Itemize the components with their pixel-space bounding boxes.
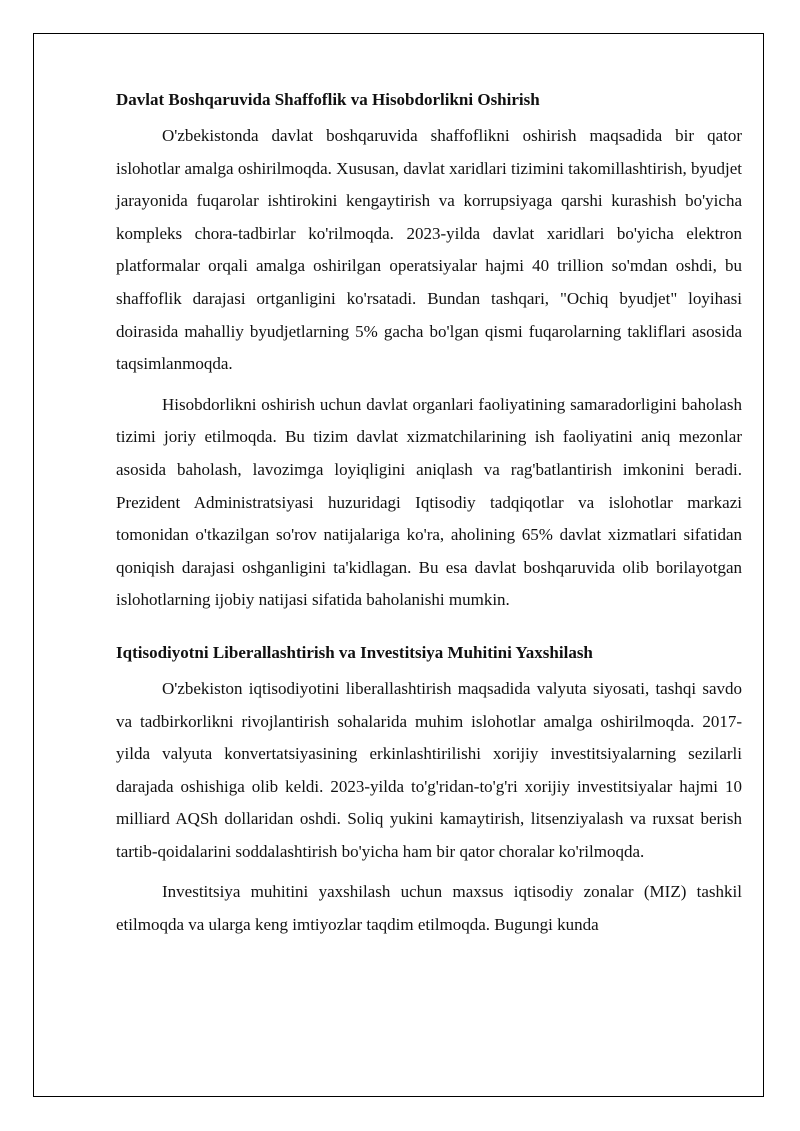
section-heading: Iqtisodiyotni Liberallashtirish va Investitsiya Muhitini Yaxshilash xyxy=(116,642,593,662)
document-body xyxy=(116,86,742,942)
section-heading: Davlat Boshqaruvida Shaffoflik va Hisobdorlikni Oshirish xyxy=(116,90,540,109)
paragraph: Investitsiya muhitini yaxshilash uchun maxsus iqtisodiy zonalar (MIZ) tashkil etilmoqda va ularga keng imtiyozlar taqdim etilmoqda. Bugungi kunda xyxy=(116,882,742,935)
paragraph: O'zbekistonda davlat boshqaruvida shaffoflikni oshirish maqsadida bir qator islohotlar amalga oshirilmoqda. Xususan, davlat xaridlari tizimini takomillashtirish, byudjet jarayonida fuqarolar ishtirokini kengaytirish va korrupsiyaga qarshi kurashish bo'yicha kompleks chora-tadbirlar ko'rilmoqda. 2023-yilda davlat xaridlari bo'yicha elektron platformalar orqali amalga oshirilgan operatsiyalar hajmi 40 trillion so'mdan oshdi, bu shaffoflik darajasi ortganligini ko'rsatadi. Bundan tashqari, "Ochiq byudjet" loyihasi doirasida mahalliy byudjetlarning 5% gacha bo'lgan qismi fuqarolarning takliflari asosida taqsimlanmoqda. xyxy=(116,126,742,374)
paragraph: O'zbekiston iqtisodiyotini liberallashtirish maqsadida valyuta siyosati, tashqi savdo va tadbirkorlikni rivojlantirish sohalarida muhim islohotlar amalga oshirilmoqda. 2017-yilda valyuta konvertatsiyasining erkinlashtirilishi xorijiy investitsiyalarning sezilarli darajada oshishiga olib keldi. 2023-yilda to'g'ridan-to'g'ri xorijiy investitsiyalar hajmi 10 milliard AQSh dollaridan oshdi. Soliq yukini kamaytirish, litsenziyalash va ruxsat berish tartib-qoidalarini soddalashtirish bo'yicha ham bir qator choralar ko'rilmoqda. xyxy=(116,678,742,861)
paragraph: Hisobdorlikni oshirish uchun davlat organlari faoliyatining samaradorligini baholash tizimi joriy etilmoqda. Bu tizim davlat xizmatchilarining ish faoliyatini aniq mezonlar asosida baholash, lavozimga loyiqligini aniqlash va rag'batlantirish imkonini beradi. Prezident Administratsiyasi huzuridagi Iqtisodiy tadqiqotlar va islohotlar markazi tomonidan o'tkazilgan so'rov natijalariga ko'ra, aholining 65% davlat xizmatlari sifatidan qoniqish darajasi oshganligini ta'kidlagan. Bu esa davlat boshqaruvida olib borilayotgan islohotlarning ijobiy natijasi sifatida baholanishi mumkin. xyxy=(116,394,742,610)
